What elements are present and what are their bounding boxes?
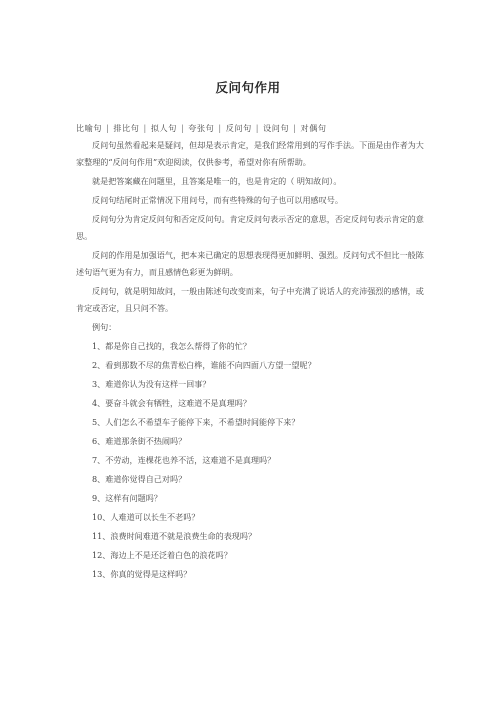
example-item: 12、海边上不是还泛着白色的浪花吗？ bbox=[92, 550, 232, 560]
tag-link[interactable]: 排比句 bbox=[113, 123, 140, 133]
document-body bbox=[76, 120, 424, 583]
example-item: 11、浪费时间难道不就是浪费生命的表现吗？ bbox=[92, 531, 257, 541]
tag-link[interactable]: 设问句 bbox=[263, 123, 290, 133]
tag-separator: | bbox=[180, 123, 185, 133]
example-item: 13、你真的觉得是这样吗？ bbox=[92, 569, 192, 579]
tag-line bbox=[76, 120, 424, 137]
summary-paragraph: 反问句，就是明知故问，一般由陈述句改变而来，句子中充满了说话人的充沛强烈的感情，或肯定或否定，且只问不答。 bbox=[76, 286, 424, 313]
function-paragraph: 反问的作用是加强语气，把本来已确定的思想表现得更加鲜明、强烈。反问句式不但比一般陈述句语气更为有力，而且感情色彩更为鲜明。 bbox=[76, 250, 424, 277]
tag-separator: | bbox=[143, 123, 147, 133]
tag-separator: | bbox=[293, 123, 297, 133]
example-item: 8、难道你觉得自己对吗？ bbox=[92, 474, 187, 484]
tag-separator: | bbox=[106, 123, 110, 133]
intro-paragraph: 反问句虽然看起来是疑问，但却是表示肯定，是我们经常用到的写作手法。下面是由作者为大家整理的“反问句作用”欢迎阅读，仅供参考，希望对你有所帮助。 bbox=[76, 140, 424, 167]
tag-separator: | bbox=[255, 123, 260, 133]
examples-heading: 例句： bbox=[92, 322, 117, 332]
tag-link[interactable]: 比喻句 bbox=[76, 123, 103, 133]
example-item: 4、要奋斗就会有牺牲，这难道不是真理吗？ bbox=[92, 398, 251, 408]
example-item: 1、都是你自己找的，我怎么帮得了你的忙？ bbox=[92, 341, 251, 351]
example-item: 3、难道你认为没有这样一回事？ bbox=[92, 379, 211, 389]
example-item: 5、人们怎么不希望车子能停下来，不希望时间能停下来？ bbox=[92, 417, 300, 427]
tag-link[interactable]: 夸张句 bbox=[188, 123, 215, 133]
tag-link[interactable]: 对偶句 bbox=[300, 123, 327, 133]
punctuation-paragraph: 反问句结尾时正常情况下用问号，而有些特殊的句子也可以用感叹号。 bbox=[92, 195, 343, 205]
definition-paragraph: 就是把答案藏在问题里，且答案是唯一的，也是肯定的（ 明知故问）。 bbox=[92, 176, 342, 186]
tag-separator: | bbox=[218, 123, 222, 133]
example-item: 6、难道那条街不热闹吗？ bbox=[92, 436, 187, 446]
example-item: 7、不劳动，连棵花也养不活，这难道不是真理吗？ bbox=[92, 455, 276, 465]
page-title: 反问句作用 bbox=[215, 80, 281, 95]
example-item: 9、这样有问题吗？ bbox=[92, 493, 162, 503]
types-paragraph: 反问句分为肯定反问句和否定反问句。肯定反问句表示否定的意思，否定反问句表示肯定的意思。 bbox=[76, 214, 424, 241]
example-item: 2、看到那数不尽的焦青松白桦，谁能不向四面八方望一望呢？ bbox=[92, 360, 316, 370]
tag-link[interactable]: 反问句 bbox=[225, 123, 252, 133]
example-item: 10、人难道可以长生不老吗？ bbox=[92, 512, 200, 522]
tag-link[interactable]: 拟人句 bbox=[150, 123, 177, 133]
